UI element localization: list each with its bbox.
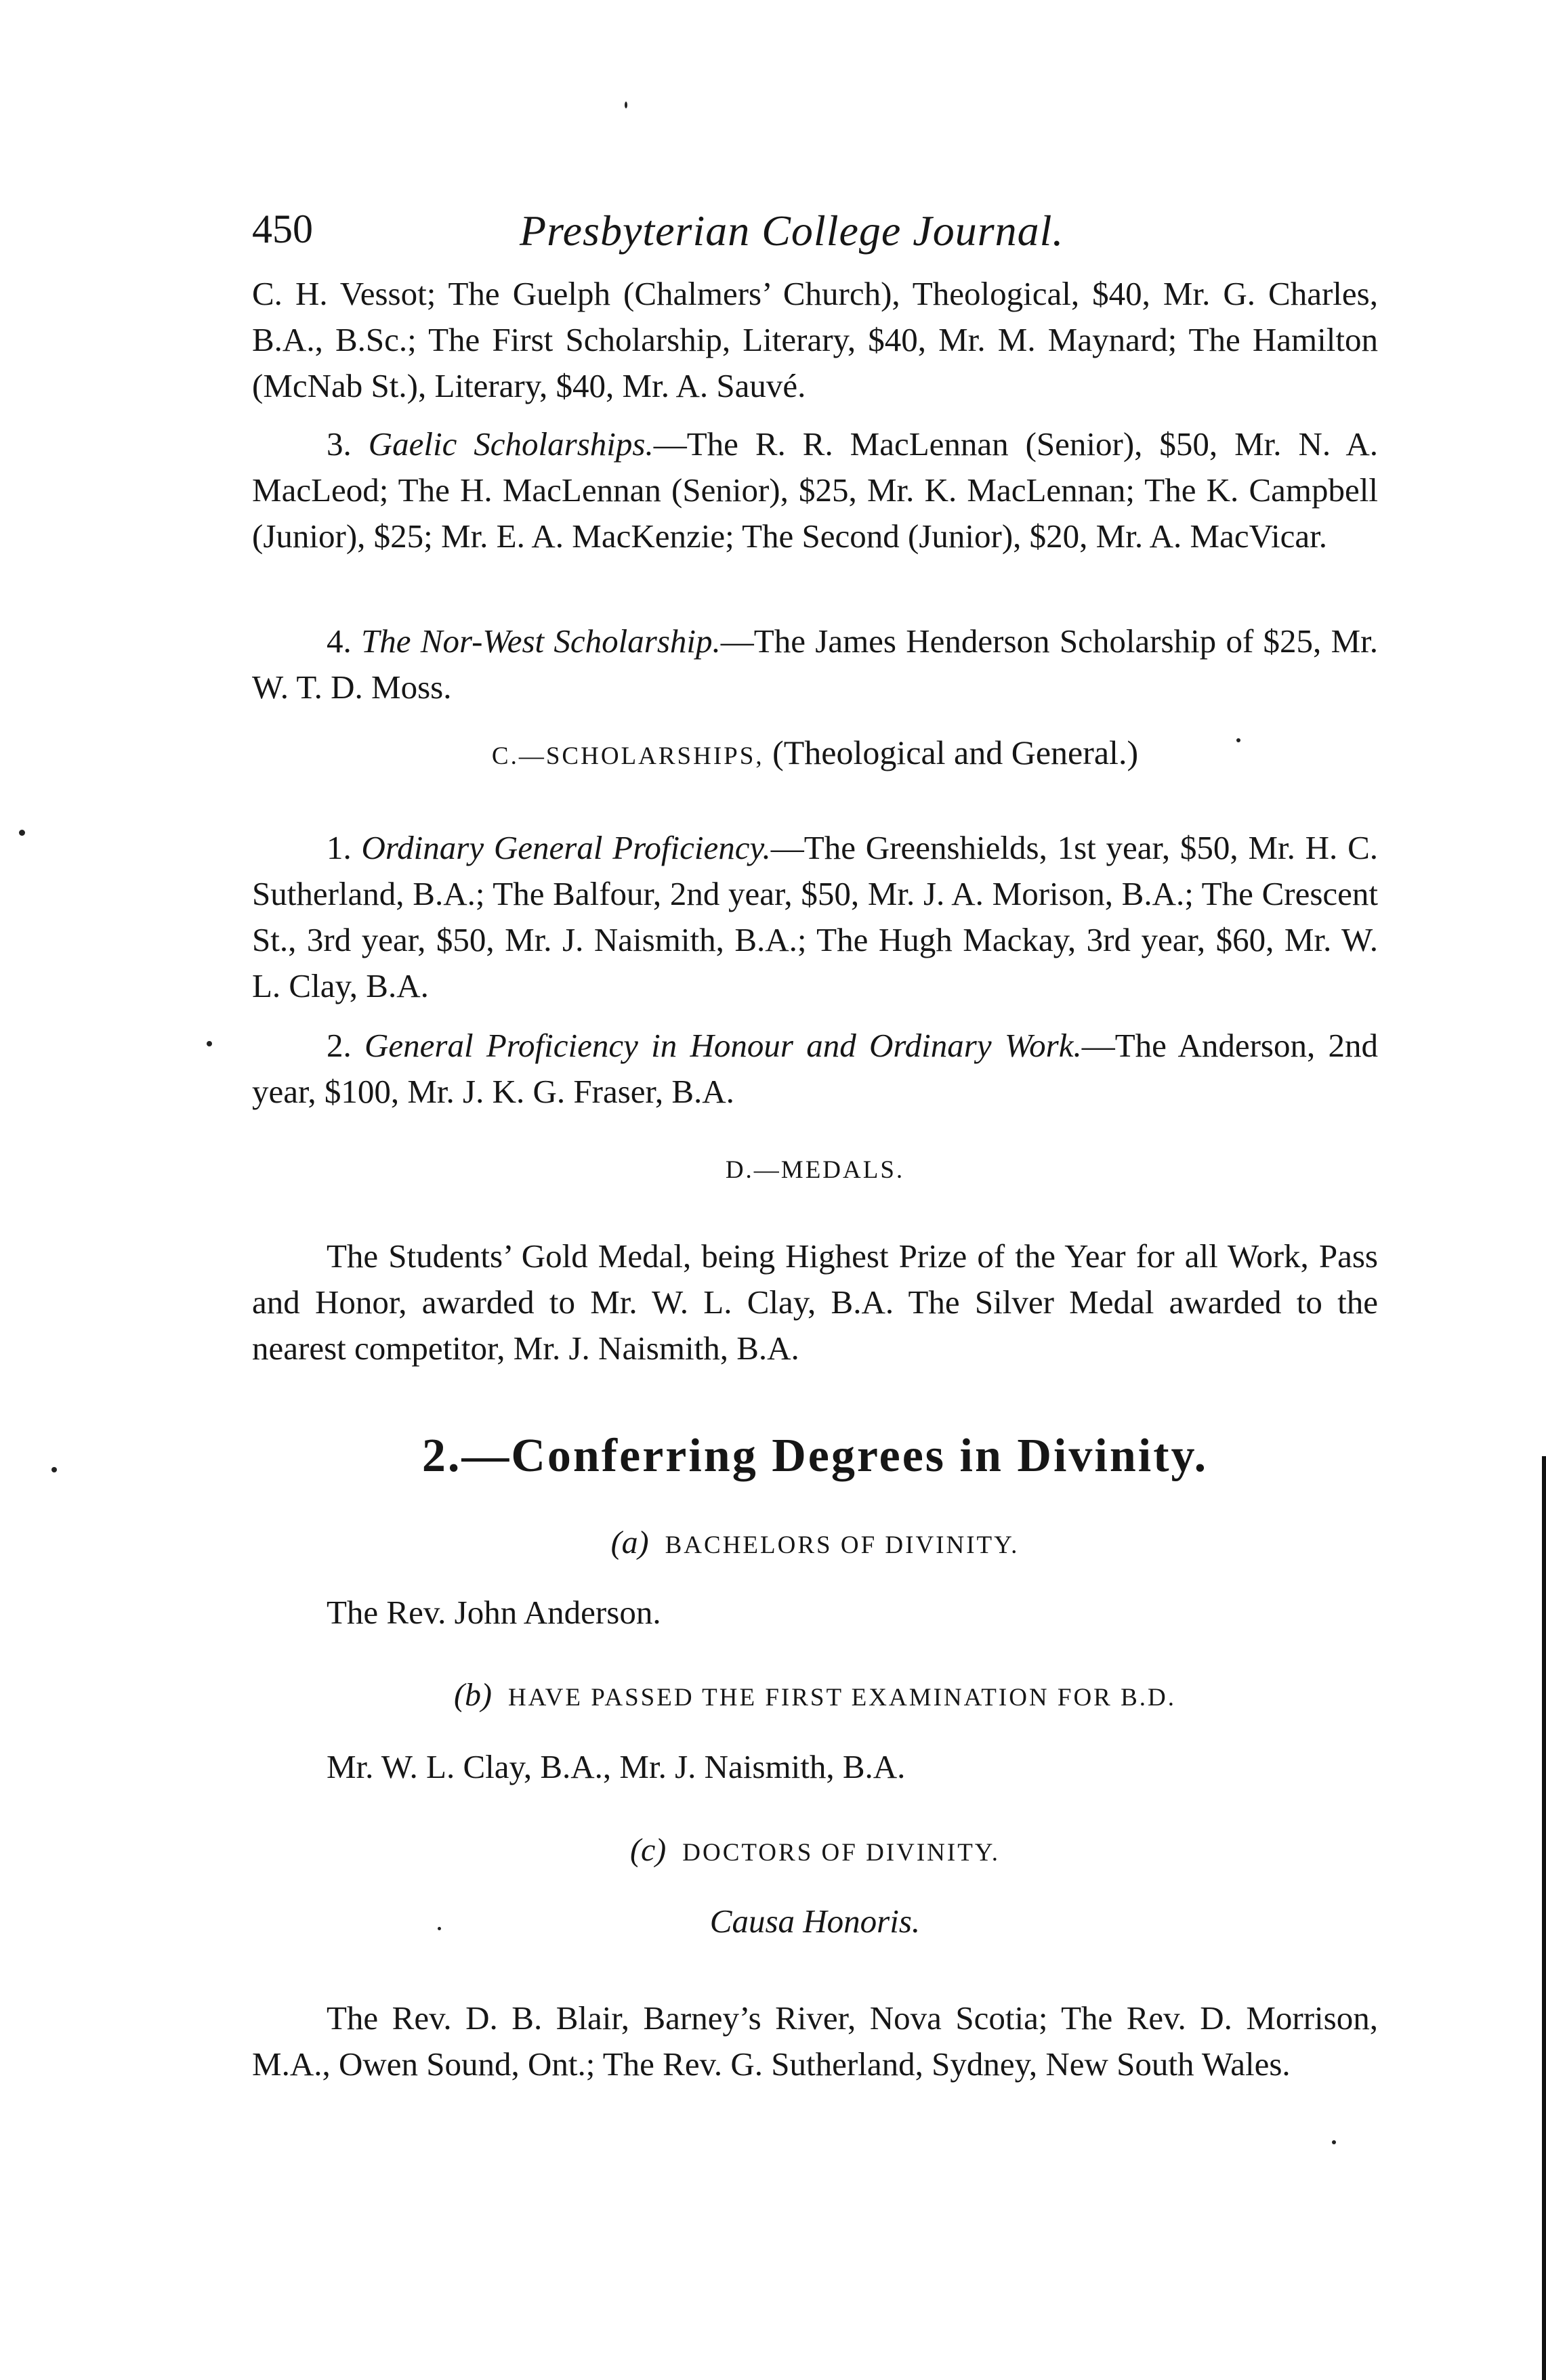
scan-speck bbox=[19, 830, 25, 836]
scan-edge-shadow bbox=[1542, 1456, 1546, 2380]
section-d-heading: D.—MEDALS. bbox=[725, 1156, 905, 1184]
bachelors-names: The Rev. John Anderson. bbox=[327, 1594, 661, 1631]
running-title: Presbyterian College Journal. bbox=[520, 207, 1064, 255]
scan-speck bbox=[438, 1927, 441, 1930]
item-title: General Proficiency in Honour and Ordinary Work. bbox=[364, 1027, 1082, 1064]
scan-speck bbox=[1236, 738, 1240, 742]
first-examination-names: Mr. W. L. Clay, B.A., Mr. J. Naismith, B.A. bbox=[327, 1748, 906, 1785]
doctors-names: The Rev. D. B. Blair, Barney’s River, Nova Scotia; The Rev. D. Morrison, M.A., Owen Sound, Ont.; The Rev. G. Sutherland, Sydney, New South Wales. bbox=[252, 1999, 1378, 2083]
section-c-heading bbox=[252, 733, 1378, 772]
page-header bbox=[252, 194, 1377, 268]
paragraph-medals: The Students’ Gold Medal, being Highest Prize of the Year for all Work, Pass and Honor, awarded to Mr. W. L. Clay, B.A. The Silver Medal awarded to the nearest competitor, Mr. J. Naismith, B.A. bbox=[252, 1237, 1378, 1367]
item-number: 1. bbox=[327, 829, 352, 866]
paragraph-general-proficiency bbox=[252, 1023, 1378, 1115]
subheading-first-examination bbox=[252, 1676, 1378, 1714]
section-c-prefix: C.— bbox=[491, 742, 546, 770]
label-b: (b) bbox=[453, 1677, 492, 1713]
item-number: 2. bbox=[327, 1027, 352, 1064]
item-number: 3. bbox=[327, 425, 352, 463]
item-body: —The Anderson, 2nd year, $100, Mr. J. K. G. Fraser, B.A. bbox=[252, 1027, 1378, 1110]
section-c-caps: SCHOLARSHIPS, bbox=[545, 742, 764, 770]
item-body: —The R. R. MacLennan (Senior), $50, Mr. N. A. MacLeod; The H. MacLennan (Senior), $25, Mr. K. MacLennan; The K. Campbell (Junior), $25; Mr. E. A. MacKenzie; The Second (Junior), $20, Mr. A. MacVicar. bbox=[252, 425, 1379, 555]
subheading-bachelors bbox=[252, 1524, 1378, 1561]
paragraph-norwest-scholarship bbox=[252, 618, 1378, 710]
item-title: Ordinary General Proficiency. bbox=[361, 829, 771, 866]
scan-speck bbox=[51, 1467, 57, 1472]
bachelors-heading: BACHELORS OF DIVINITY. bbox=[665, 1531, 1020, 1559]
section-c-rest: (Theological and General.) bbox=[764, 734, 1139, 771]
paragraph-scholarships-continued: C. H. Vessot; The Guelph (Chalmers’ Church), Theological, $40, Mr. G. Charles, B.A., B.Sc.; The First Scholarship, Literary, $40, Mr. M. Maynard; The Hamilton (McNab St.), Literary, $40, Mr. A. Sauvé. bbox=[252, 275, 1378, 404]
scan-speck bbox=[625, 102, 627, 108]
causa-honoris: Causa Honoris. bbox=[709, 1903, 921, 1940]
item-title: Gaelic Scholarships. bbox=[368, 425, 654, 463]
scan-speck bbox=[207, 1041, 212, 1046]
subheading-doctors bbox=[252, 1831, 1378, 1869]
page-number: 450 bbox=[252, 207, 313, 251]
paragraph-ordinary-proficiency bbox=[252, 825, 1378, 1009]
item-title: The Nor-West Scholarship. bbox=[361, 622, 721, 660]
item-number: 4. bbox=[327, 622, 352, 660]
divinity-heading: 2.—Conferring Degrees in Divinity. bbox=[421, 1430, 1209, 1482]
label-a: (a) bbox=[610, 1525, 649, 1560]
doctors-heading: DOCTORS OF DIVINITY. bbox=[682, 1839, 1001, 1867]
first-examination-heading: HAVE PASSED THE FIRST EXAMINATION FOR B.D. bbox=[507, 1684, 1177, 1712]
label-c: (c) bbox=[629, 1832, 667, 1868]
item-body: —The James Henderson Scholarship of $25, Mr. W. T. D. Moss. bbox=[252, 622, 1379, 706]
item-body: —The Greenshields, 1st year, $50, Mr. H. C. Sutherland, B.A.; The Balfour, 2nd year, $50, Mr. J. A. Morison, B.A.; The Crescent St., 3rd year, $50, Mr. J. Naismith, B.A.; The Hugh Mackay, 3rd year, $60, Mr. W. L. Clay, B.A. bbox=[252, 829, 1379, 1004]
scan-speck bbox=[1332, 2140, 1336, 2144]
paragraph-gaelic-scholarships bbox=[252, 421, 1378, 559]
